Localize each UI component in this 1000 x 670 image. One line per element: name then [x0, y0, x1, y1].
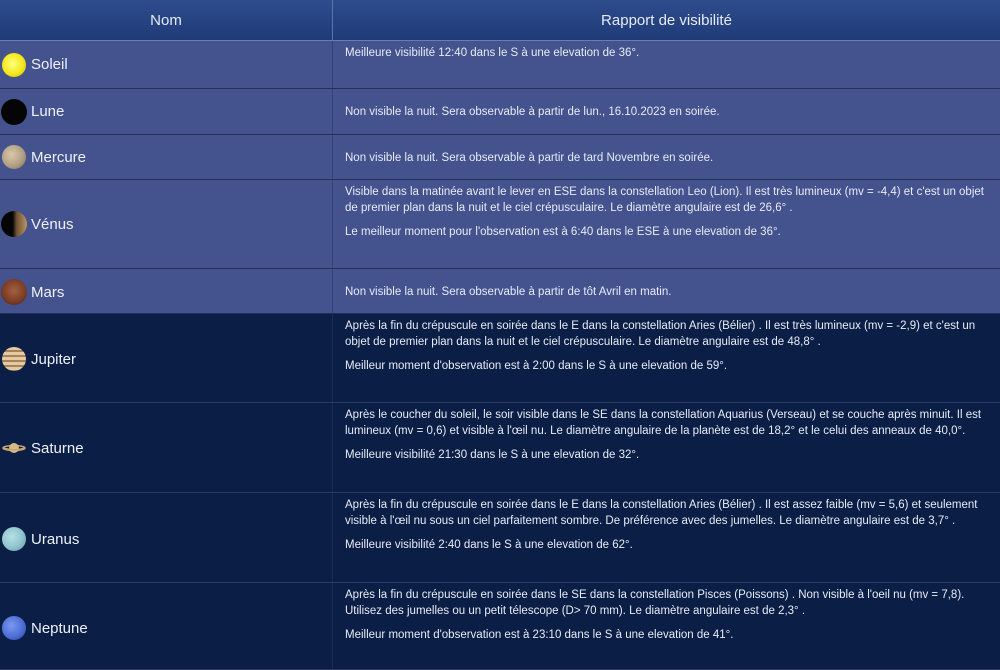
report-text: Après le coucher du soleil, le soir visible dans le SE dans la constellation Aquarius (Verseau) et se couche après minuit. Il est lumineux (mv = 0,6) et visible à l'œil nu. Le diamètre angulaire de la planète est de 18,2° et le celui des anneaux de 40,0°. — [345, 409, 982, 437]
name-cell — [0, 135, 333, 179]
name-cell — [0, 89, 333, 134]
planet-name: Soleil — [31, 56, 68, 73]
name-cell — [0, 403, 333, 492]
report-text: Visible dans la matinée avant le lever en ESE dans la constellation Leo (Lion). Il est très lumineux (mv = -4,4) et c'est un objet de premier plan dans la nuit et le ciel crépusculaire. Le diamètre angulaire est de 26,6° . — [345, 186, 984, 214]
report-cell — [345, 104, 995, 120]
column-header-report[interactable]: Rapport de visibilité — [601, 12, 732, 29]
moon-icon — [1, 99, 27, 125]
table-row[interactable] — [0, 403, 1000, 493]
table-row[interactable] — [0, 89, 1000, 135]
column-header-name[interactable]: Nom — [0, 0, 333, 40]
report-text: Meilleure visibilité 21:30 dans le S à une elevation de 32°. — [345, 449, 640, 461]
report-cell — [345, 45, 995, 61]
report-cell — [345, 497, 995, 553]
name-cell — [0, 314, 333, 402]
neptune-icon — [2, 616, 26, 640]
report-cell — [345, 318, 995, 374]
report-text: Après la fin du crépuscule en soirée dans le E dans la constellation Aries (Bélier) . Il est assez faible (mv = 5,6) et seulement visible à l'œil nu sous un ciel parfaitement sombre. De préférence avec des jumelles. Le diamètre angulaire est de 3,7° . — [345, 499, 978, 527]
report-cell — [345, 184, 995, 240]
report-cell — [345, 587, 995, 643]
table-row[interactable] — [0, 493, 1000, 583]
name-cell — [0, 269, 333, 313]
planet-name: Jupiter — [31, 351, 77, 368]
name-cell — [0, 41, 333, 88]
table-row[interactable] — [0, 314, 1000, 403]
sun-icon — [2, 53, 26, 77]
table-row[interactable] — [0, 269, 1000, 314]
report-text: Non visible la nuit. Sera observable à partir de lun., 16.10.2023 en soirée. — [345, 106, 720, 118]
planet-name: Mars — [31, 284, 65, 301]
report-text: Non visible la nuit. Sera observable à partir de tôt Avril en matin. — [345, 286, 672, 298]
uranus-icon — [2, 527, 26, 551]
planet-name: Lune — [31, 103, 65, 120]
planet-name: Uranus — [31, 531, 80, 548]
report-cell — [345, 150, 995, 166]
report-text: Après la fin du crépuscule en soirée dans le E dans la constellation Aries (Bélier) . Il est très lumineux (mv = -2,9) et c'est un objet de premier plan dans la nuit et le ciel crépusculaire. Le diamètre angulaire est de 48,8° . — [345, 320, 976, 348]
name-cell — [0, 180, 333, 268]
table-row[interactable] — [0, 41, 1000, 89]
planet-name: Neptune — [31, 620, 88, 637]
report-text: Meilleure visibilité 2:40 dans le S à une elevation de 62°. — [345, 539, 633, 551]
report-text: Le meilleur moment pour l'observation est à 6:40 dans le ESE à une elevation de 36°. — [345, 226, 781, 238]
planet-name: Mercure — [31, 149, 87, 166]
saturn-icon — [2, 440, 26, 456]
report-cell — [345, 407, 995, 463]
report-text: Meilleur moment d'observation est à 2:00 dans le S à une elevation de 59°. — [345, 360, 728, 372]
report-text: Après la fin du crépuscule en soirée dans le SE dans la constellation Pisces (Poissons) . Non visible à l'oeil nu (mv = 7,8). Utilisez des jumelles ou un petit télescope (D> 70 mm). Le diamètre angulaire est de 2,3° . — [345, 589, 965, 617]
report-cell — [345, 284, 995, 300]
mercury-icon — [2, 145, 26, 169]
report-text: Non visible la nuit. Sera observable à partir de tard Novembre en soirée. — [345, 152, 714, 164]
venus-icon — [1, 211, 27, 237]
planet-name: Saturne — [31, 440, 84, 457]
name-cell — [0, 583, 333, 669]
jupiter-icon — [2, 347, 26, 371]
name-cell — [0, 493, 333, 582]
mars-icon — [1, 279, 27, 305]
planet-name: Vénus — [31, 216, 74, 233]
report-text: Meilleur moment d'observation est à 23:10 dans le S à une elevation de 41°. — [345, 629, 734, 641]
table-header — [0, 0, 1000, 41]
table-row[interactable] — [0, 135, 1000, 180]
table-row[interactable] — [0, 583, 1000, 670]
table-row[interactable] — [0, 180, 1000, 269]
report-text: Meilleure visibilité 12:40 dans le S à une elevation de 36°. — [345, 47, 640, 59]
